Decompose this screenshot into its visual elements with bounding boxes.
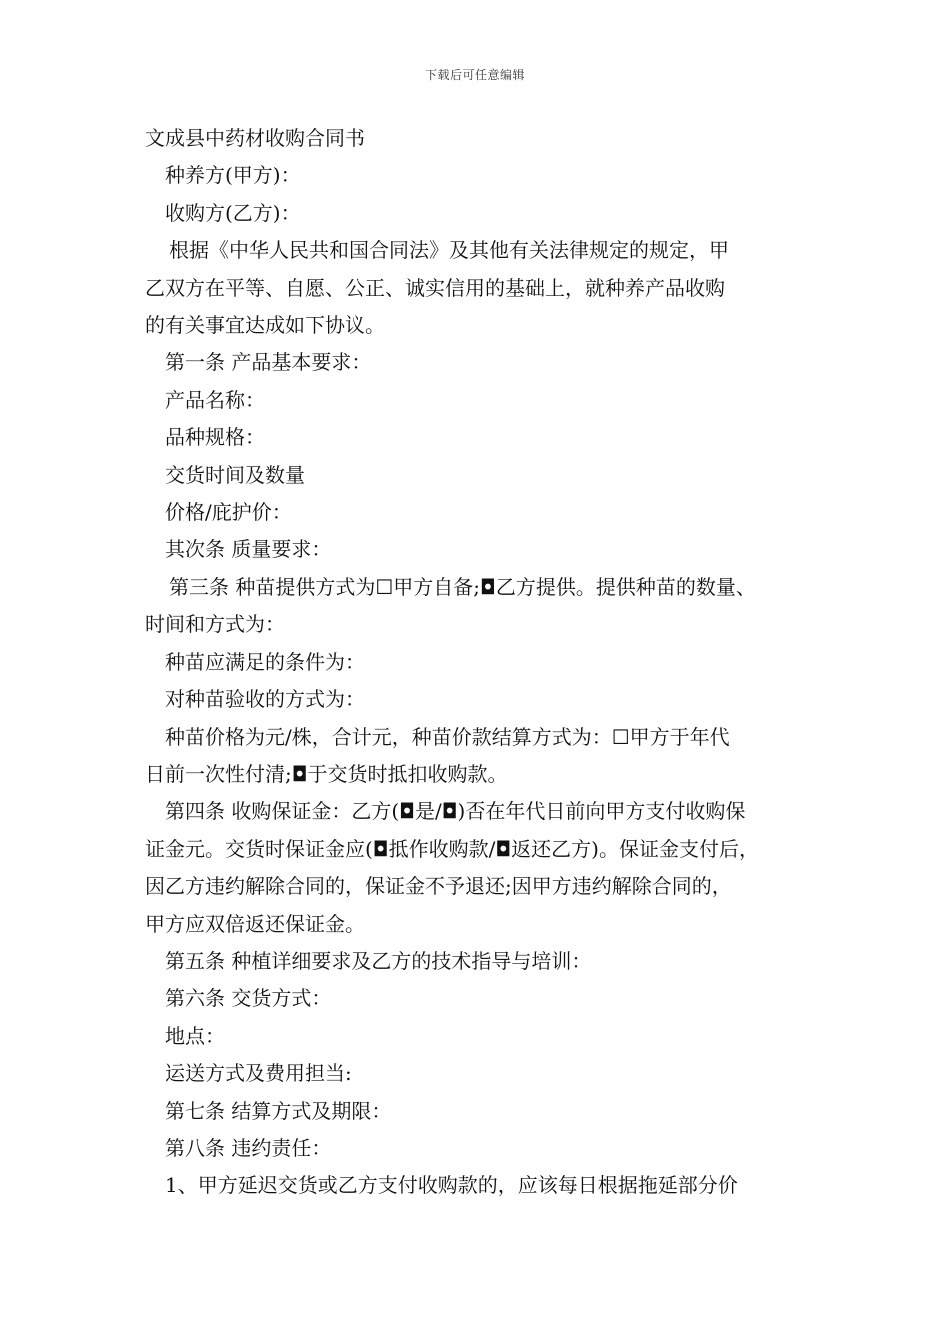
intro-line-1: 根据《中华人民共和国合同法》及其他有关法律规定的规定，甲 bbox=[169, 238, 729, 263]
article-6-title: 第六条 交货方式： bbox=[165, 986, 332, 1011]
article-2-title: 其次条 质量要求： bbox=[165, 537, 332, 562]
article-4-line-2: 证金元。交货时保证金应(◘抵作收购款/◘返还乙方)。保证金支付后， bbox=[145, 836, 759, 861]
article-3-line-2: 时间和方式为： bbox=[145, 612, 285, 637]
delivery-place-line: 地点： bbox=[165, 1023, 225, 1048]
party-a-line: 种养方(甲方)： bbox=[165, 163, 301, 188]
product-spec-line: 品种规格： bbox=[165, 425, 265, 450]
article-4-line-3: 因乙方违约解除合同的，保证金不予退还;因甲方违约解除合同的， bbox=[145, 874, 732, 899]
contract-document bbox=[145, 120, 835, 1205]
seedling-price-line-2: 日前一次性付清;◘于交货时抵扣收购款。 bbox=[145, 761, 508, 786]
contract-title: 文成县中药材收购合同书 bbox=[145, 126, 365, 150]
article-7-title: 第七条 结算方式及期限： bbox=[165, 1098, 392, 1123]
article-1-title: 第一条 产品基本要求： bbox=[165, 350, 372, 375]
intro-line-2: 乙双方在平等、自愿、公正、诚实信用的基础上，就种养产品收购 bbox=[145, 275, 725, 300]
party-b-line: 收购方(乙方)： bbox=[165, 200, 301, 225]
price-line: 价格/庇护价： bbox=[165, 500, 292, 525]
article-4-line-1: 第四条 收购保证金：乙方(◘是/◘)否在年代日前向甲方支付收购保 bbox=[165, 799, 746, 824]
article-3-line-1: 第三条 种苗提供方式为☐甲方自备;◘乙方提供。提供种苗的数量、 bbox=[169, 574, 756, 599]
transport-line: 运送方式及费用担当: bbox=[165, 1061, 352, 1086]
seedling-acceptance-line: 对种苗验收的方式为： bbox=[165, 687, 365, 712]
seedling-conditions-line: 种苗应满足的条件为： bbox=[165, 649, 365, 674]
article-4-line-4: 甲方应双倍返还保证金。 bbox=[145, 911, 365, 936]
header-note: 下载后可任意编辑 bbox=[424, 68, 525, 82]
article-8-title: 第八条 违约责任： bbox=[165, 1135, 332, 1160]
delivery-time-line: 交货时间及数量 bbox=[165, 462, 305, 487]
article-8-item-1: 1、甲方延迟交货或乙方支付收购款的，应该每日根据拖延部分价 bbox=[165, 1173, 738, 1198]
article-5-title: 第五条 种植详细要求及乙方的技术指导与培训： bbox=[165, 948, 592, 973]
intro-line-3: 的有关事宜达成如下协议。 bbox=[145, 313, 385, 338]
product-name-line: 产品名称： bbox=[165, 387, 265, 412]
seedling-price-line-1: 种苗价格为元/株，合计元，种苗价款结算方式为：☐甲方于年代 bbox=[165, 724, 730, 749]
